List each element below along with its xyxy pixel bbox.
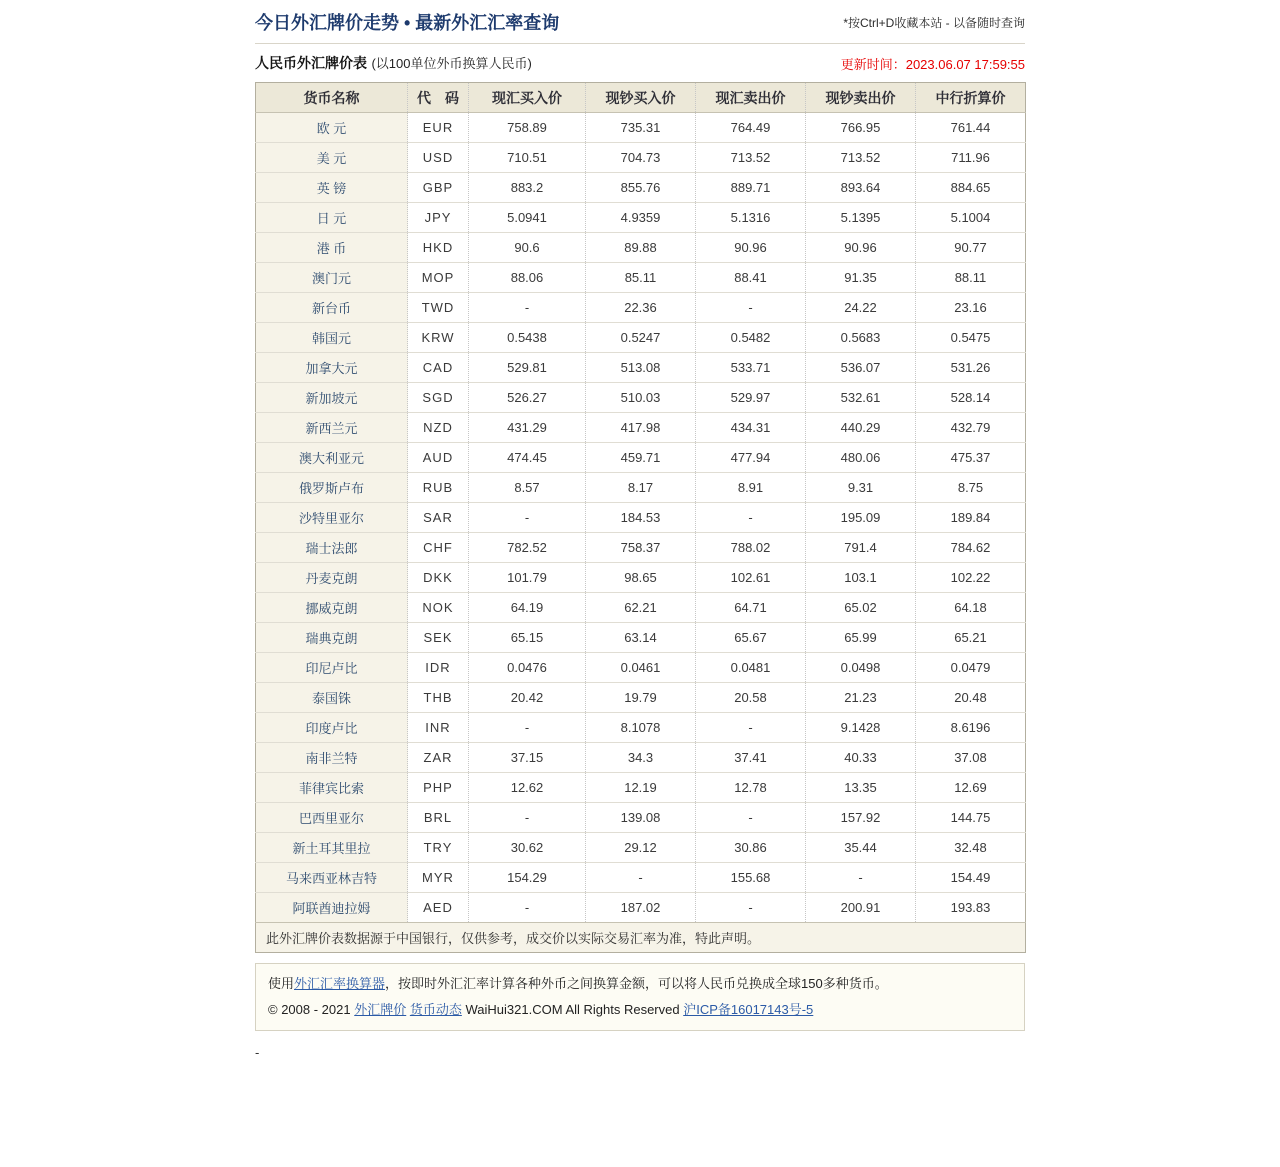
rate-value: 855.76: [586, 173, 696, 203]
rate-value: 90.6: [469, 233, 586, 263]
currency-name[interactable]: 泰国铢: [256, 683, 408, 713]
table-row: [256, 803, 1026, 833]
rate-value: 20.48: [916, 683, 1026, 713]
rate-value: 0.5482: [696, 323, 806, 353]
rate-value: 510.03: [586, 383, 696, 413]
rate-value: 20.58: [696, 683, 806, 713]
currency-name[interactable]: 新土耳其里拉: [256, 833, 408, 863]
rate-value: 101.79: [469, 563, 586, 593]
currency-name[interactable]: 美 元: [256, 143, 408, 173]
rate-value: -: [469, 803, 586, 833]
rate-value: -: [806, 863, 916, 893]
table-row: [256, 233, 1026, 263]
converter-line: [268, 971, 1012, 997]
rate-value: -: [586, 863, 696, 893]
currency-news-link[interactable]: 货币动态: [409, 1002, 462, 1017]
rate-value: 529.97: [696, 383, 806, 413]
currency-name[interactable]: 沙特里亚尔: [256, 503, 408, 533]
copyright-middle: WaiHui321.COM All Rights Reserved: [465, 1002, 680, 1017]
currency-code: SAR: [408, 503, 469, 533]
currency-code: EUR: [408, 113, 469, 143]
rate-value: 893.64: [806, 173, 916, 203]
rate-value: 459.71: [586, 443, 696, 473]
table-row: [256, 143, 1026, 173]
column-header: 代 码: [408, 83, 469, 113]
currency-code: AUD: [408, 443, 469, 473]
rate-value: 513.08: [586, 353, 696, 383]
rate-value: 187.02: [586, 893, 696, 923]
currency-name[interactable]: 澳门元: [256, 263, 408, 293]
converter-prefix: 使用: [268, 976, 295, 991]
rate-value: 65.67: [696, 623, 806, 653]
currency-code: TWD: [408, 293, 469, 323]
disclaimer-row: [256, 923, 1026, 953]
currency-name[interactable]: 英 镑: [256, 173, 408, 203]
currency-name[interactable]: 港 币: [256, 233, 408, 263]
rate-value: 64.18: [916, 593, 1026, 623]
rate-value: 5.1004: [916, 203, 1026, 233]
currency-name[interactable]: 马来西亚林吉特: [256, 863, 408, 893]
rate-value: 34.3: [586, 743, 696, 773]
currency-code: JPY: [408, 203, 469, 233]
rate-value: 8.1078: [586, 713, 696, 743]
table-header-row: [256, 83, 1026, 113]
rate-value: 37.15: [469, 743, 586, 773]
table-row: [256, 383, 1026, 413]
currency-code: USD: [408, 143, 469, 173]
rate-value: -: [469, 893, 586, 923]
rate-value: 0.0479: [916, 653, 1026, 683]
table-row: [256, 563, 1026, 593]
rate-value: 529.81: [469, 353, 586, 383]
table-row: [256, 713, 1026, 743]
rate-value: 526.27: [469, 383, 586, 413]
table-row: [256, 863, 1026, 893]
rate-value: 432.79: [916, 413, 1026, 443]
currency-code: HKD: [408, 233, 469, 263]
rate-value: 758.89: [469, 113, 586, 143]
currency-code: INR: [408, 713, 469, 743]
footer: [255, 963, 1025, 1031]
icp-link[interactable]: 沪ICP备16017143号-5: [683, 1002, 814, 1017]
rate-value: 63.14: [586, 623, 696, 653]
rate-value: 431.29: [469, 413, 586, 443]
rate-value: 89.88: [586, 233, 696, 263]
rate-value: 704.73: [586, 143, 696, 173]
rate-value: 440.29: [806, 413, 916, 443]
rate-value: 883.2: [469, 173, 586, 203]
table-row: [256, 113, 1026, 143]
column-header: 中行折算价: [916, 83, 1026, 113]
rate-value: 184.53: [586, 503, 696, 533]
rate-value: 23.16: [916, 293, 1026, 323]
column-header: 现汇买入价: [469, 83, 586, 113]
rate-value: 32.48: [916, 833, 1026, 863]
rate-value: 791.4: [806, 533, 916, 563]
rate-value: -: [696, 713, 806, 743]
rate-value: 195.09: [806, 503, 916, 533]
rate-value: 21.23: [806, 683, 916, 713]
rate-value: 889.71: [696, 173, 806, 203]
currency-code: BRL: [408, 803, 469, 833]
rate-value: -: [469, 503, 586, 533]
rate-value: 480.06: [806, 443, 916, 473]
currency-name[interactable]: 新加坡元: [256, 383, 408, 413]
currency-name[interactable]: 加拿大元: [256, 353, 408, 383]
currency-code: MOP: [408, 263, 469, 293]
bookmark-tip: *按Ctrl+D收藏本站 - 以备随时查询: [843, 16, 1025, 30]
rate-value: 0.0461: [586, 653, 696, 683]
currency-name[interactable]: 巴西里亚尔: [256, 803, 408, 833]
rate-value: 0.5475: [916, 323, 1026, 353]
update-time-label: 更新时间：: [840, 57, 906, 72]
currency-code: THB: [408, 683, 469, 713]
currency-code: AED: [408, 893, 469, 923]
rate-value: 200.91: [806, 893, 916, 923]
rate-value: 20.42: [469, 683, 586, 713]
table-row: [256, 263, 1026, 293]
currency-code: NZD: [408, 413, 469, 443]
currency-name[interactable]: 韩国元: [256, 323, 408, 353]
rate-value: -: [469, 293, 586, 323]
rate-value: 102.22: [916, 563, 1026, 593]
table-row: [256, 413, 1026, 443]
rate-value: 154.29: [469, 863, 586, 893]
converter-suffix: ，按即时外汇汇率计算各种外币之间换算金额，可以将人民币兑换成全球150多种货币。: [385, 976, 888, 991]
rate-value: 103.1: [806, 563, 916, 593]
rate-value: 102.61: [696, 563, 806, 593]
rate-value: 65.02: [806, 593, 916, 623]
exchange-rate-page: [255, 0, 1025, 1060]
rate-value: 0.0498: [806, 653, 916, 683]
rate-value: 65.99: [806, 623, 916, 653]
rate-value: 0.5683: [806, 323, 916, 353]
rate-value: 29.12: [586, 833, 696, 863]
rate-value: 9.1428: [806, 713, 916, 743]
rate-value: 711.96: [916, 143, 1026, 173]
currency-code: SEK: [408, 623, 469, 653]
table-row: [256, 623, 1026, 653]
rate-value: 90.96: [806, 233, 916, 263]
rate-value: 189.84: [916, 503, 1026, 533]
currency-name[interactable]: 印度卢比: [256, 713, 408, 743]
top-header: [255, 12, 1025, 44]
rate-value: 19.79: [586, 683, 696, 713]
rate-value: -: [469, 713, 586, 743]
rate-value: 88.41: [696, 263, 806, 293]
currency-code: PHP: [408, 773, 469, 803]
rate-value: 144.75: [916, 803, 1026, 833]
currency-name[interactable]: 阿联酋迪拉姆: [256, 893, 408, 923]
currency-code: IDR: [408, 653, 469, 683]
rate-value: 474.45: [469, 443, 586, 473]
rate-value: -: [696, 803, 806, 833]
table-row: [256, 893, 1026, 923]
rate-value: 9.31: [806, 473, 916, 503]
rate-value: 8.57: [469, 473, 586, 503]
update-time-value: 2023.06.07 17:59:55: [905, 57, 1025, 72]
rate-value: -: [696, 893, 806, 923]
rate-value: 475.37: [916, 443, 1026, 473]
rate-value: 8.17: [586, 473, 696, 503]
rate-value: 90.96: [696, 233, 806, 263]
rate-value: 5.1316: [696, 203, 806, 233]
rate-value: -: [696, 293, 806, 323]
copyright-line: [268, 997, 1012, 1023]
currency-name[interactable]: 新台币: [256, 293, 408, 323]
page-title: 今日外汇牌价走势 • 最新外汇汇率查询: [255, 13, 560, 33]
rate-value: 713.52: [806, 143, 916, 173]
rate-value: 12.69: [916, 773, 1026, 803]
currency-name[interactable]: 印尼卢比: [256, 653, 408, 683]
currency-code: GBP: [408, 173, 469, 203]
table-row: [256, 443, 1026, 473]
rate-value: 88.06: [469, 263, 586, 293]
table-row: [256, 353, 1026, 383]
currency-name[interactable]: 菲律宾比索: [256, 773, 408, 803]
rate-value: 8.75: [916, 473, 1026, 503]
rate-value: 37.41: [696, 743, 806, 773]
currency-code: TRY: [408, 833, 469, 863]
rate-value: 12.19: [586, 773, 696, 803]
rate-value: 532.61: [806, 383, 916, 413]
currency-name[interactable]: 日 元: [256, 203, 408, 233]
currency-name[interactable]: 瑞士法郎: [256, 533, 408, 563]
rate-value: 884.65: [916, 173, 1026, 203]
rate-value: 531.26: [916, 353, 1026, 383]
rate-value: 417.98: [586, 413, 696, 443]
rate-value: 91.35: [806, 263, 916, 293]
currency-name[interactable]: 瑞典克朗: [256, 623, 408, 653]
currency-name[interactable]: 俄罗斯卢布: [256, 473, 408, 503]
table-row: [256, 743, 1026, 773]
rate-value: 139.08: [586, 803, 696, 833]
rate-value: 4.9359: [586, 203, 696, 233]
table-row: [256, 173, 1026, 203]
disclaimer-note: 此外汇牌价表数据源于中国银行，仅供参考，成交价以实际交易汇率为准，特此声明。: [256, 923, 1026, 953]
table-row: [256, 773, 1026, 803]
table-title: 人民币外汇牌价表: [255, 55, 367, 71]
rate-value: 735.31: [586, 113, 696, 143]
rate-value: 528.14: [916, 383, 1026, 413]
exchange-rate-table: [255, 82, 1026, 953]
table-subtitle: (以100单位外币换算人民币): [371, 56, 532, 71]
rate-value: 766.95: [806, 113, 916, 143]
rate-value: 24.22: [806, 293, 916, 323]
copyright-prefix: © 2008 - 2021: [268, 1002, 351, 1017]
rate-value: 85.11: [586, 263, 696, 293]
rate-value: 5.0941: [469, 203, 586, 233]
rate-value: 90.77: [916, 233, 1026, 263]
currency-name[interactable]: 丹麦克朗: [256, 563, 408, 593]
converter-link[interactable]: 外汇汇率换算器: [294, 976, 386, 991]
rate-value: 477.94: [696, 443, 806, 473]
table-caption-bar: [255, 53, 1025, 73]
rate-value: 782.52: [469, 533, 586, 563]
update-time: [841, 54, 1025, 73]
rate-value: 30.86: [696, 833, 806, 863]
table-row: [256, 473, 1026, 503]
trailing-dash: -: [255, 1045, 260, 1060]
rate-value: 0.0476: [469, 653, 586, 683]
rate-value: 12.78: [696, 773, 806, 803]
column-header: 现钞买入价: [586, 83, 696, 113]
rate-value: 758.37: [586, 533, 696, 563]
rate-value: 761.44: [916, 113, 1026, 143]
rate-value: 154.49: [916, 863, 1026, 893]
table-row: [256, 533, 1026, 563]
table-row: [256, 323, 1026, 353]
rate-value: 155.68: [696, 863, 806, 893]
currency-code: KRW: [408, 323, 469, 353]
table-row: [256, 293, 1026, 323]
rate-value: 37.08: [916, 743, 1026, 773]
column-header: 货币名称: [256, 83, 408, 113]
rate-value: 193.83: [916, 893, 1026, 923]
column-header: 现钞卖出价: [806, 83, 916, 113]
rate-value: 13.35: [806, 773, 916, 803]
rate-value: 434.31: [696, 413, 806, 443]
rate-value: 35.44: [806, 833, 916, 863]
rate-value: 784.62: [916, 533, 1026, 563]
currency-name[interactable]: 挪威克朗: [256, 593, 408, 623]
rate-value: 98.65: [586, 563, 696, 593]
currency-code: SGD: [408, 383, 469, 413]
table-row: [256, 503, 1026, 533]
table-caption: [255, 53, 532, 73]
rate-value: 30.62: [469, 833, 586, 863]
rate-value: 0.5438: [469, 323, 586, 353]
currency-code: NOK: [408, 593, 469, 623]
rate-value: 0.5247: [586, 323, 696, 353]
rate-value: 710.51: [469, 143, 586, 173]
currency-name[interactable]: 欧 元: [256, 113, 408, 143]
rate-value: 8.6196: [916, 713, 1026, 743]
rate-value: 764.49: [696, 113, 806, 143]
rate-value: 88.11: [916, 263, 1026, 293]
rate-value: 62.21: [586, 593, 696, 623]
currency-code: CAD: [408, 353, 469, 383]
rate-value: 65.21: [916, 623, 1026, 653]
rate-value: 12.62: [469, 773, 586, 803]
table-row: [256, 653, 1026, 683]
waihui-link[interactable]: 外汇牌价: [354, 1002, 407, 1017]
table-row: [256, 203, 1026, 233]
currency-name[interactable]: 南非兰特: [256, 743, 408, 773]
column-header: 现汇卖出价: [696, 83, 806, 113]
currency-code: RUB: [408, 473, 469, 503]
currency-name[interactable]: 新西兰元: [256, 413, 408, 443]
table-row: [256, 683, 1026, 713]
rate-value: 65.15: [469, 623, 586, 653]
currency-name[interactable]: 澳大利亚元: [256, 443, 408, 473]
currency-code: ZAR: [408, 743, 469, 773]
currency-code: CHF: [408, 533, 469, 563]
rate-value: 22.36: [586, 293, 696, 323]
rate-value: 8.91: [696, 473, 806, 503]
rate-value: 713.52: [696, 143, 806, 173]
currency-code: DKK: [408, 563, 469, 593]
rate-value: 788.02: [696, 533, 806, 563]
table-row: [256, 593, 1026, 623]
rate-value: 64.71: [696, 593, 806, 623]
rate-value: 5.1395: [806, 203, 916, 233]
rate-value: 536.07: [806, 353, 916, 383]
currency-code: MYR: [408, 863, 469, 893]
rate-value: -: [696, 503, 806, 533]
rate-value: 157.92: [806, 803, 916, 833]
rate-value: 0.0481: [696, 653, 806, 683]
rate-value: 533.71: [696, 353, 806, 383]
rate-value: 64.19: [469, 593, 586, 623]
rate-value: 40.33: [806, 743, 916, 773]
table-row: [256, 833, 1026, 863]
